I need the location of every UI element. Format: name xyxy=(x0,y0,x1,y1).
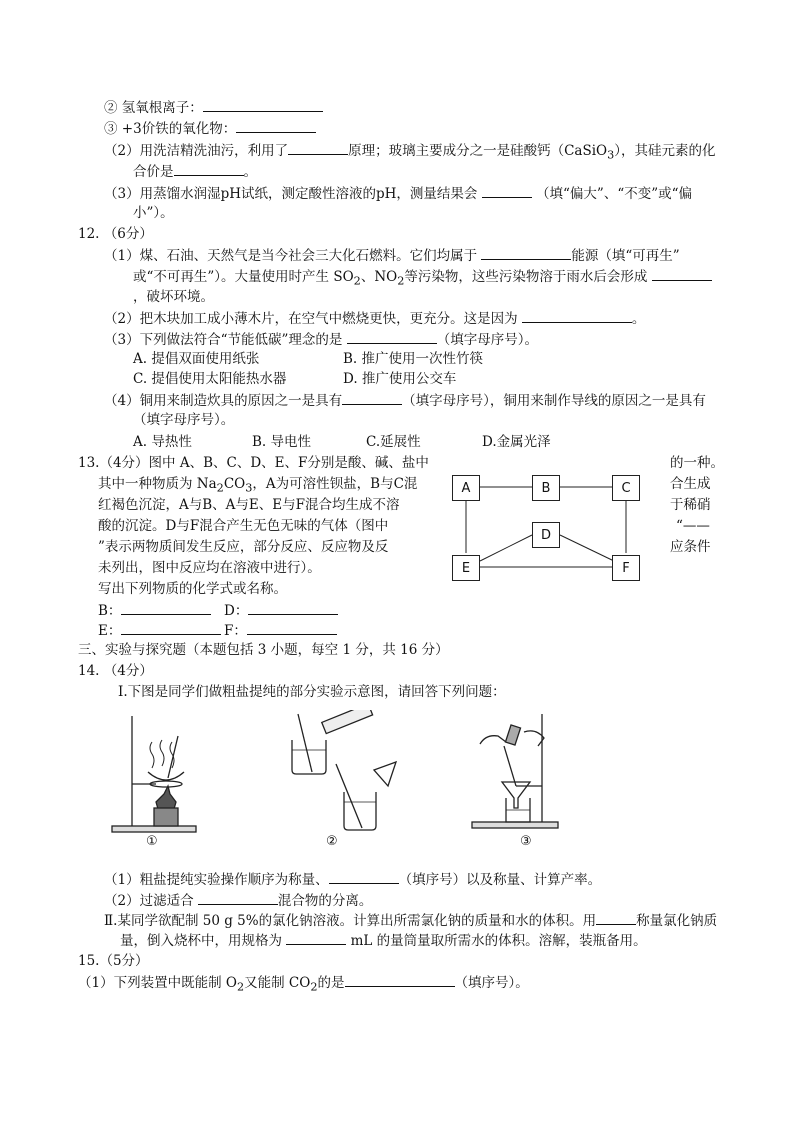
q13-line3: 红褐色沉淀，A与B、A与E、E与F混合均生成不溶 xyxy=(98,497,400,513)
q13-line5-right: 应条件 xyxy=(670,539,711,555)
text: （2）过滤适合 xyxy=(104,893,194,909)
q12-option-c: C. 提倡使用太阳能热水器 xyxy=(133,371,287,387)
text: 。 xyxy=(631,311,646,327)
text: 称量氯化钠质 xyxy=(636,913,718,929)
node-a: A xyxy=(452,475,480,501)
subscript: 2 xyxy=(236,980,245,994)
node-e: E xyxy=(452,555,480,581)
q12-part1 xyxy=(104,246,680,265)
answer-blank[interactable] xyxy=(286,931,346,945)
answer-blank[interactable] xyxy=(652,267,712,281)
subscript: 2 xyxy=(353,274,361,288)
q12-part3 xyxy=(104,330,538,349)
answer-blank[interactable] xyxy=(482,184,532,198)
text: 、NO xyxy=(360,269,398,285)
text: （填序号）。 xyxy=(454,975,529,991)
text: ，A为可溶性钡盐，B与C混 xyxy=(252,476,418,492)
q11-part2-cont: 合价是 。 xyxy=(133,164,257,180)
q14-intro: Ⅰ.下图是同学们做粗盐提纯的部分实验示意图，请回答下列问题： xyxy=(118,684,506,700)
q13-answer-e xyxy=(98,621,221,640)
q12-p4-option-b: B. 导电性 xyxy=(252,434,312,450)
answer-blank[interactable] xyxy=(481,246,571,260)
q11-part3 xyxy=(104,184,692,203)
q14-part2 xyxy=(104,891,372,910)
subscript: 3 xyxy=(245,481,253,495)
q14-part3-cont xyxy=(120,931,647,950)
q12-part4-cont: （填字母序号）。 xyxy=(133,412,235,428)
text: （填字母序号），铜用来制作导线的原因之一是具有 xyxy=(402,393,706,409)
node-b: B xyxy=(532,475,560,501)
q11-line-hydroxide xyxy=(104,98,323,117)
q11-part3-cont xyxy=(133,204,174,222)
text: （3）用蒸馏水润湿pH试纸，测定酸性溶液的pH，测量结果会 xyxy=(104,186,478,202)
text: 又能制 CO xyxy=(244,975,311,991)
q13-line1: 13.（4分）图中 A、B、C、D、E、F分别是酸、碱、盐中 xyxy=(78,455,429,471)
q12-part2 xyxy=(104,309,645,328)
evaporation-apparatus-icon xyxy=(108,712,204,836)
text: 其中一种物质为 Na xyxy=(98,476,217,492)
node-d: D xyxy=(532,522,560,548)
q14-part1 xyxy=(104,870,601,889)
link-e-d xyxy=(480,535,532,561)
text: （2）用洗洁精洗油污，利用了 xyxy=(104,143,289,159)
text: 或“不可再生”）。大量使用时产生 SO xyxy=(133,269,354,285)
text: 能源（填“可再生” xyxy=(571,248,680,264)
subscript: 2 xyxy=(310,980,318,994)
text: （3）下列做法符合“节能低碳”理念的是 xyxy=(104,332,343,348)
q11-iron-oxide-label: ③ +3价铁的氧化物： xyxy=(104,121,237,137)
q15-part1 xyxy=(78,973,529,997)
q12-p4-option-a: A. 导热性 xyxy=(133,434,192,450)
q14-heading: 14. （4分） xyxy=(78,663,153,679)
text: mL 的量筒量取所需水的体积。溶解，装瓶备用。 xyxy=(350,933,647,949)
figure-2-label: ② xyxy=(326,834,338,849)
q13-line4: 酸的沉淀。D与F混合产生无色无味的气体（图中 xyxy=(98,518,389,534)
answer-blank[interactable] xyxy=(342,391,402,405)
link-d-f xyxy=(560,535,614,561)
text: 的是 xyxy=(317,975,345,991)
answer-blank[interactable] xyxy=(345,973,455,987)
answer-blank[interactable] xyxy=(198,891,278,905)
text: E： xyxy=(98,623,122,639)
answer-blank[interactable] xyxy=(203,98,323,112)
answer-blank[interactable] xyxy=(248,601,338,615)
answer-blank[interactable] xyxy=(288,141,348,155)
q12-part1-cont xyxy=(133,267,712,291)
q13-line7: 写出下列物质的化学式或名称。 xyxy=(98,581,287,597)
answer-blank[interactable] xyxy=(121,601,211,615)
text: （填“偏大”、“不变”或“偏 xyxy=(536,186,693,202)
q12-option-b: B. 推广使用一次性竹筷 xyxy=(343,351,484,367)
text: ），其硅元素的化 xyxy=(614,143,716,159)
text: 原理；玻璃主要成分之一是硅酸钙（CaSiO xyxy=(348,143,608,159)
text: （填字母序号）。 xyxy=(436,332,538,348)
dissolving-apparatus-icon xyxy=(284,710,404,836)
text: 混合物的分离。 xyxy=(277,893,373,909)
q15-heading: 15.（5分） xyxy=(78,953,149,969)
q12-part4 xyxy=(104,391,706,410)
q12-heading: 12. （6分） xyxy=(78,226,153,242)
answer-blank[interactable] xyxy=(347,330,437,344)
text: （1）下列装置中既能制 O xyxy=(78,975,237,991)
q11-line-iron-oxide xyxy=(104,119,316,138)
answer-blank[interactable] xyxy=(522,309,632,323)
text: （1）煤、石油、天然气是当今社会三大化石燃料。它们均属于 xyxy=(104,248,478,264)
q12-p4-option-c: C.延展性 xyxy=(366,434,421,450)
q13-line1-right: 的一种。 xyxy=(670,455,724,471)
text: 等污染物，这些污染物溶于雨水后会形成 xyxy=(404,269,648,285)
section-3-heading: 三、实验与探究题（本题包括 3 小题，每空 1 分，共 16 分） xyxy=(78,642,449,658)
q13-line6: 未列出，图中反应均在溶液中进行）。 xyxy=(98,560,321,576)
text: （2）把木块加工成小薄木片，在空气中燃烧更快，更充分。这是因为 xyxy=(104,311,518,327)
answer-blank[interactable] xyxy=(247,621,337,635)
q13-answer-f xyxy=(224,621,337,640)
q13-line3-right: 于稀硝 xyxy=(670,497,711,513)
subscript: 3 xyxy=(607,148,615,162)
text: D： xyxy=(224,603,249,619)
text: 合价是 xyxy=(133,164,174,180)
answer-blank[interactable] xyxy=(329,870,399,884)
subscript: 2 xyxy=(397,274,405,288)
q13-line4-right: “—— xyxy=(676,518,710,534)
text: B： xyxy=(98,603,122,619)
text: CO xyxy=(223,476,246,492)
q11-hydroxide-label: ② 氢氧根离子： xyxy=(104,100,203,116)
text: F： xyxy=(224,623,247,639)
text: 量，倒入烧杯中，用规格为 xyxy=(120,933,282,949)
text: 小”）。 xyxy=(133,205,174,221)
subscript: 2 xyxy=(216,481,224,495)
text: （1）粗盐提纯实验操作顺序为称量、 xyxy=(104,872,329,888)
q12-option-a: A. 提倡双面使用纸张 xyxy=(133,351,260,367)
q12-part1-end: ，破坏环境。 xyxy=(133,289,214,305)
text: （填序号）以及称量、计算产率。 xyxy=(398,872,602,888)
q13-answer-b xyxy=(98,601,211,620)
answer-blank[interactable] xyxy=(236,119,316,133)
text: Ⅱ.某同学欲配制 50 g 5%的氯化钠溶液。计算出所需氯化钠的质量和水的体积。用 xyxy=(104,913,597,929)
filtration-apparatus-icon xyxy=(468,710,568,832)
q12-p4-option-d: D.金属光泽 xyxy=(482,434,551,450)
q13-line5: ”表示两物质间发生反应，部分反应、反应物及反 xyxy=(98,539,389,555)
q13-answer-d xyxy=(224,601,338,620)
figure-1-label: ① xyxy=(146,834,158,849)
answer-blank[interactable] xyxy=(596,911,636,925)
text: （4）铜用来制造炊具的原因之一是具有 xyxy=(104,393,343,409)
figure-3-label: ③ xyxy=(520,834,532,849)
q13-line2 xyxy=(98,475,417,498)
node-c: C xyxy=(612,475,640,501)
q13-line2-right: 合生成 xyxy=(670,476,711,492)
answer-blank[interactable] xyxy=(121,621,221,635)
q14-part3 xyxy=(104,911,717,930)
q12-option-d: D. 推广使用公交车 xyxy=(343,371,457,387)
node-f: F xyxy=(612,555,640,581)
answer-blank[interactable] xyxy=(174,162,244,176)
